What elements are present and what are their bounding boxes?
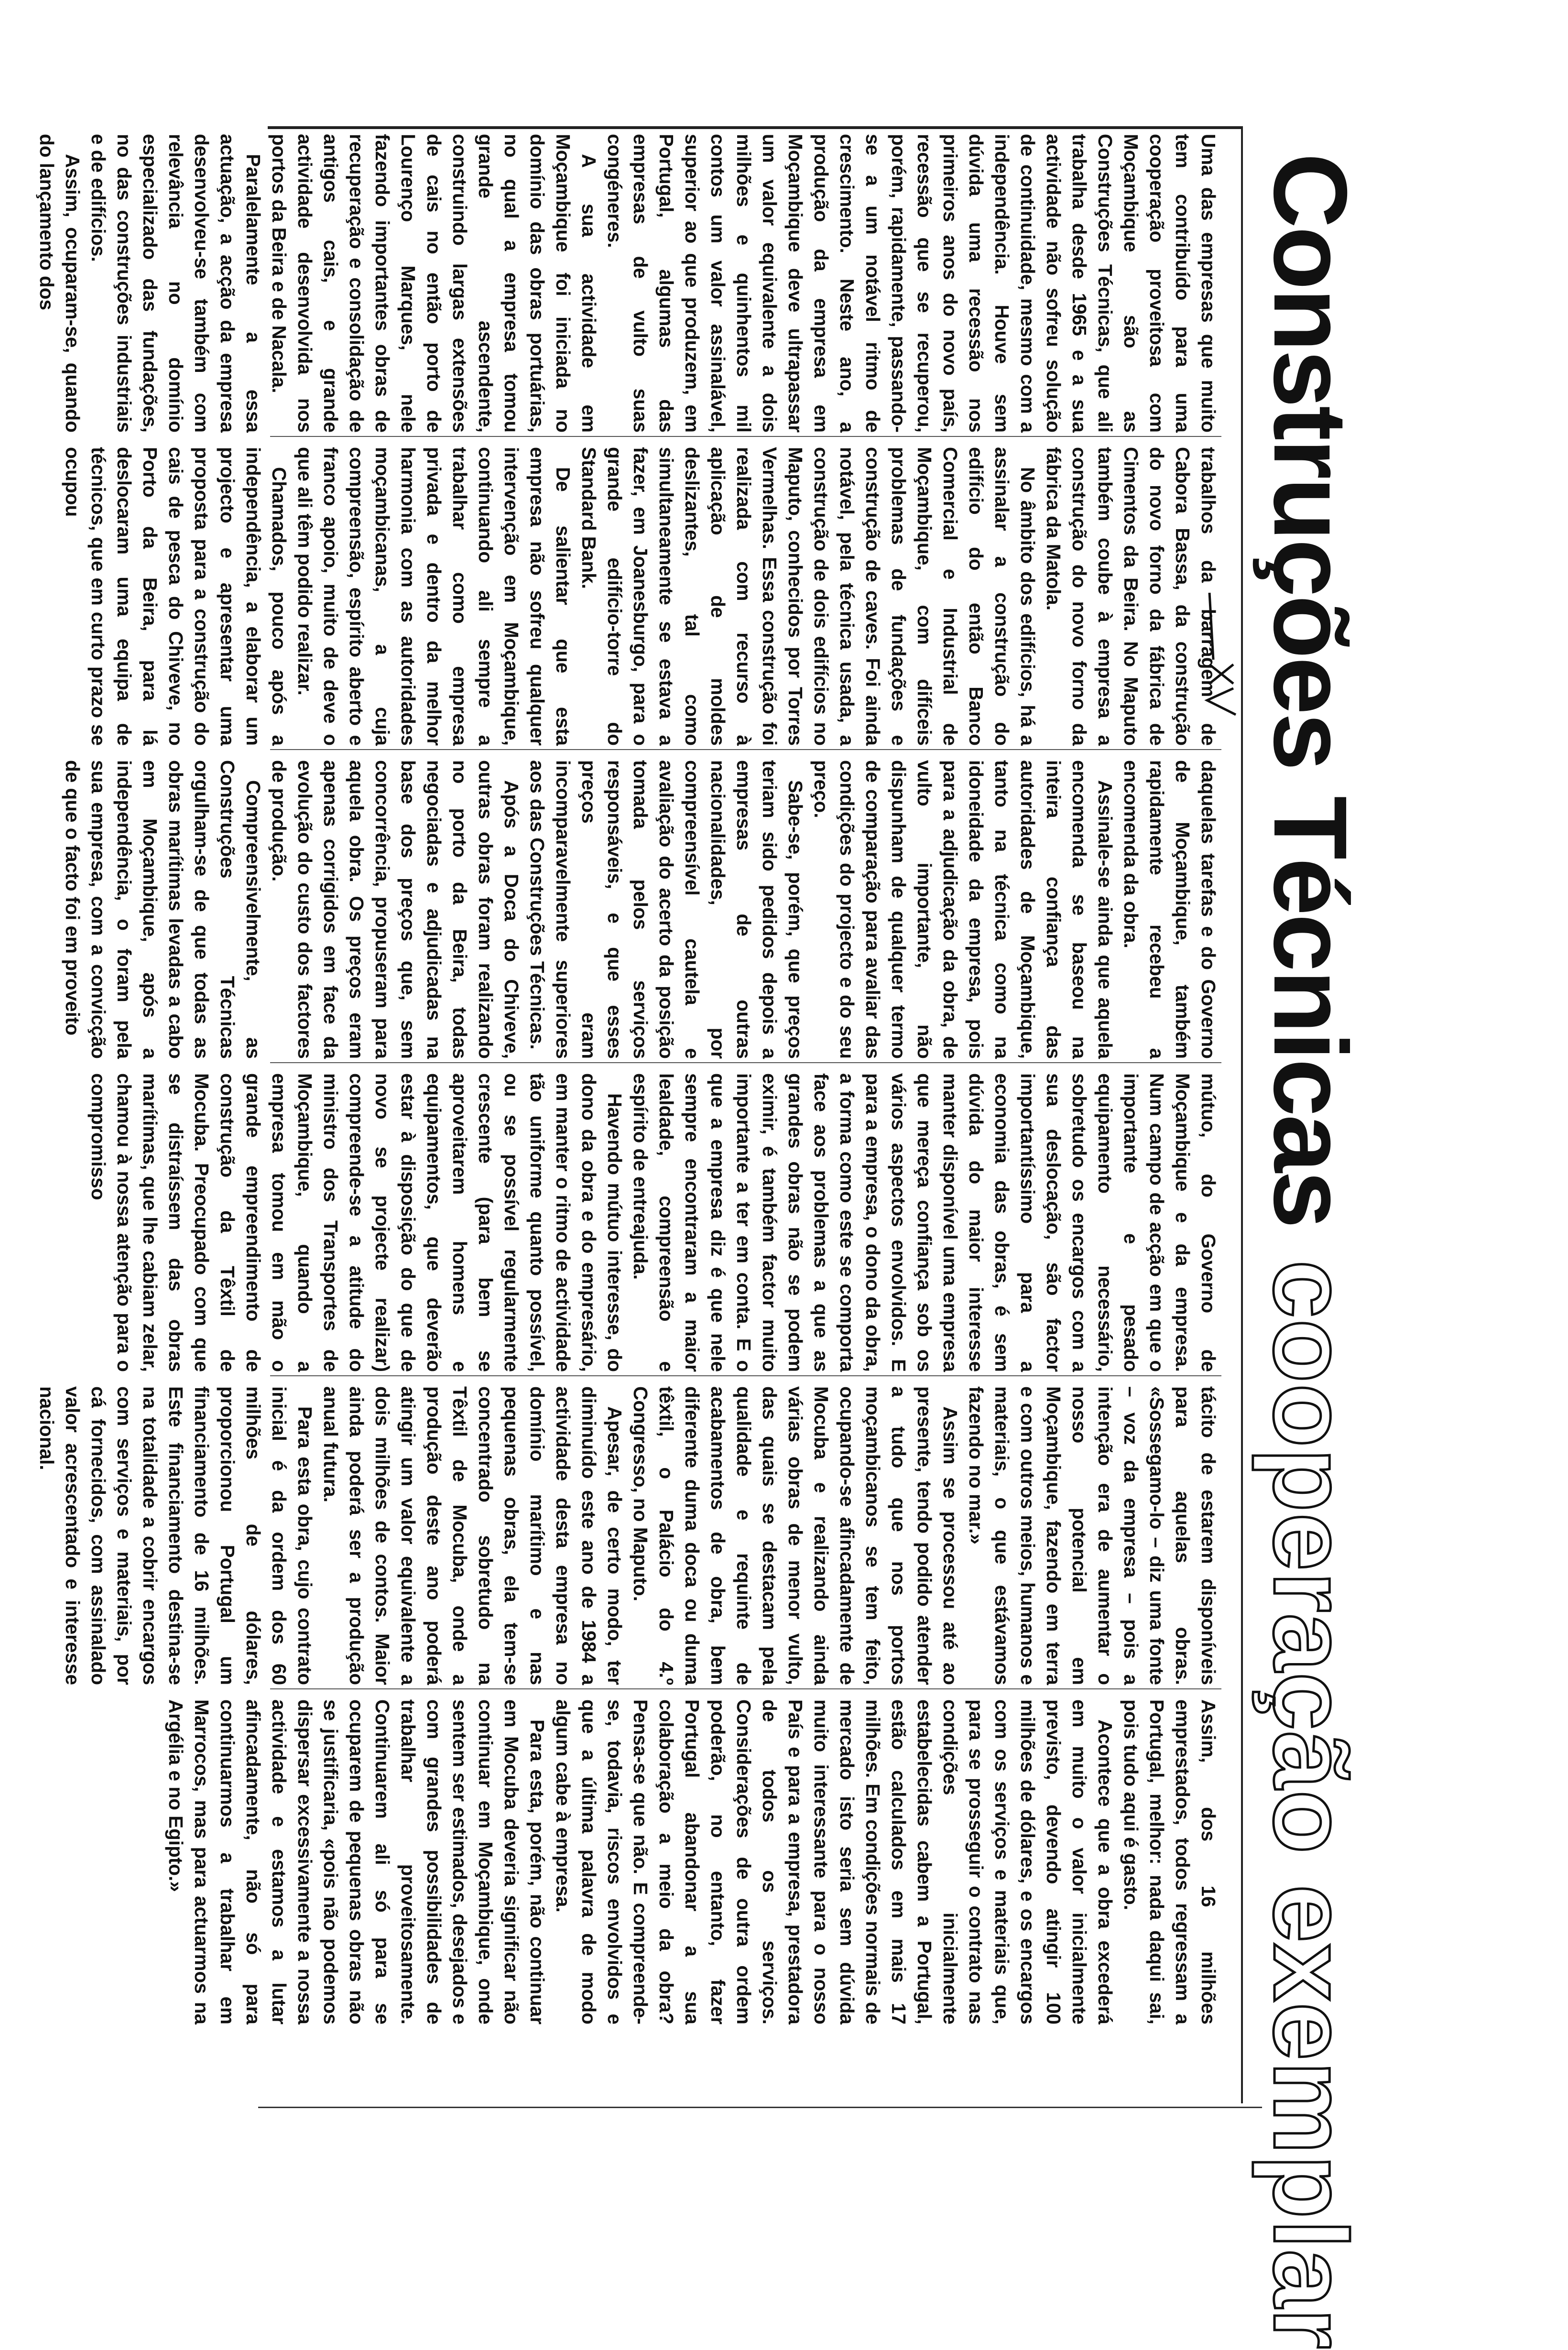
paragraph: De salientar que esta empresa não sofreu qualquer intervenção em Moçambique, continuando ali sempre a trabalhar como empresa privada e dentro da melhor harmonia com as autoridades moçambicanas, a cuja compreensão, espírito aberto e franco apoio, muito de deve o que ali têm podido realizar. [294,447,574,746]
paragraph: Para esta, porém, não continuar em Mocuba deveria significar não continuar em Moçambique, onde sentem ser estimados, desejados e com grandes possibilidades de trabalhar proveitosamente. Continuarem ali só para se ocuparem de pequenas obras não se justificaria, «pois não podemos dispersar excessivamente a nossa actividade e estamos a lutar afincadamente, não só para continuarmos a trabalhar em Marrocos, mas para actuarmos na Argélia e no Egipto.» [165,1699,548,2024]
column-rule [270,1688,1221,1689]
paragraph: tácito de estarem disponíveis para aquelas obras. «Sossegamo-lo – diz uma fonte – voz da empresa – pois a intenção era de aumentar o nosso potencial em Moçambique, fazendo em terra e com outros meios, humanos e materiais, o que estávamos fazendo no mar.» [965,1386,1220,1685]
column-rule [270,749,1221,750]
column-rule [270,1375,1221,1376]
article-column-1 [36,134,1221,433]
paragraph: Uma das empresas que muito tem contribuído para uma cooperação proveitosa com Moçambique são as Construções Técnicas, que ali trabalha desde 1965 e a sua actividade não sofreu solução de continuidade, mesmo com a independência. Houve sem dúvida uma recessão nos primeiros anos do novo país, recessão que se recuperou, porém, rapidamente, passando-se a um notável ritmo de crescimento. Neste ano, a produção da empresa em Moçambique deve ultrapassar um valor equivalente a dois milhões e quinhentos mil contos um valor assinalável, superior ao que produzem, em Portugal, algumas das empresas de vulto suas congéneres. [604,134,1220,433]
paragraph: daquelas tarefas e do Governo de Moçambique, também rapidamente recebeu a encomenda da obra. [1120,760,1220,1059]
paragraph: Assim, ocuparam-se, quando do lançamento dos [36,134,84,433]
paragraph: Após a Doca do Chiveve, outras obras foram realizando no porto da Beira, todas negociadas e adjudicadas na base dos preços que, sem concorrência, propuseram para aquela obra. Os preços eram apenas corrigidos em face da evolução do custo dos factores de produção. [268,760,523,1059]
paragraph: Compreensivelmente, as Construções Técnicas orgulham-se de que todas as obras marítimas levadas a cabo em Moçambique, após a independência, o foram pela sua empresa, com a convicção de que o facto foi em proveito [62,760,264,1059]
paragraph: Apesar, de certo modo, ter diminuído este ano de 1984 a actividade desta empresa no domínio marítimo e nas pequenas obras, ela tem-se concentrado sobretudo na Têxtil de Mocuba, onde a produção deste ano poderá atingir um valor equivalente a dois milhões de contos. Maior ainda poderá ser a produção anual futura. [320,1386,626,1685]
paragraph: Assinale-se ainda que aquela encomenda se baseou na inteira confiança das autoridades de Moçambique, tanto na técnica como na idoneidade da empresa, pois para a adjudicação da obra, de vulto importante, não dispunham de qualquer termo de comparação para avaliar das condições do projecto e do seu preço. [810,760,1116,1059]
article-column-4 [87,1073,1221,1372]
frame-rule-left [268,126,1243,129]
article-column-5 [36,1386,1221,1685]
paragraph: Sabe-se, porém, que preços teriam sido pedidos depois a empresas de outras nacionalidades, por compreensível cautela e avaliação do acerto da posição tomada pelos serviços responsáveis, e que esses preços eram incomparavelmente superiores aos das Construções Técnicas. [526,760,806,1059]
paragraph: Havendo mútuo interesse, do dono da obra e do empresário, em manter o ritmo de actividade tão uniforme quanto possível, ou se possível regularmente crescente (para bem se aproveitarem homens e equipamentos, que deverão estar à disposição do que de novo se projecte realizar) compreende-se a atitude do ministro dos Transportes de Moçambique, quando a empresa tomou em mão o grande empreendimento de construção da Têxtil de Mocuba. Preocupado com que se distraíssem das obras marítimas, que lhe cabiam zelar, chamou à nossa atenção para o compromisso [87,1073,626,1372]
article-headline [1243,153,1368,2350]
paragraph: Assim, dos 16 milhões emprestados, todos regressam a Portugal, melhor: nada daqui sai, pois tudo aqui é gasto. [1120,1699,1220,2024]
paragraph: trabalhos da barragem de Cabora Bassa, da construção do novo forno da fábrica de Cimentos da Beira. No Maputo também coube à empresa a construção do novo forno da fábrica da Matola. [1043,447,1220,746]
paragraph: No âmbito dos edifícios, há a assinalar a construção do edifício do então Banco Comercial e Industrial de Moçambique, com difíceis problemas de fundações e construção de caves. Foi ainda notável, pela técnica usada, a construção de dois edifícios no Maputo, conhecidos por Torres Vermelhas. Essa construção foi realizada com recurso à aplicação de moldes deslizantes, tal como simultaneamente se estava a fazer, em Joanesburgo, para o grande edifício-torre do Standard Bank. [578,447,1039,746]
headline-part-b: cooperação exemplar [1252,1260,1368,2350]
paragraph: A sua actividade em Moçambique foi iniciada no domínio das obras portuárias, no qual a empresa tomou grande ascendente, construindo largas extensões de cais no então porto de Lourenço Marques, nele fazendo importantes obras de recuperação e consolidação de antigos cais, e grande actividade desenvolvida nos portos da Beira e de Nacala. [268,134,600,433]
paragraph: Para esta obra, cujo contrato inicial é da ordem dos 60 milhões de dólares, proporcionou Portugal um financiamento de 16 milhões. Este financiamento destina-se na totalidade a cobrir encargos com serviços e materiais, por cá fornecidos, com assinalado valor acrescentado e interesse nacional. [36,1386,316,1685]
paragraph: Chamados, pouco após a independência, a elaborar um projecto e apresentar uma proposta para a construção do cais de pesca do Chiveve, no Porto da Beira, para lá deslocaram uma equipa de técnicos, que em curto prazo se ocupou [62,447,290,746]
paragraph: Paralelamente a essa actuação, a acção da empresa desenvolveu-se também com relevância no domínio especializado das fundações, no das construções industriais e de edifícios. [87,134,264,433]
article-column-6 [165,1699,1221,2024]
newspaper-clipping [36,110,1386,2350]
paragraph: Assim se processou até ao presente, tendo podido atender a tudo que nos portos moçambicanos se tem feito, ocupando-se afincadamente de Mocuba e realizando ainda várias obras de menor vulto, das quais se destacam pela qualidade e requinte de acabamentos de obra, bem diferente duma doca ou duma têxtil, o Palácio do 4.º Congresso, no Maputo. [630,1386,961,1685]
frame-rule-right [258,2107,1262,2108]
column-rule [270,1062,1221,1063]
article-column-3 [62,760,1221,1059]
paragraph: Acontece que a obra excederá em muito o valor inicialmente previsto, devendo atingir 100 milhões de dólares, e os encargos com os serviços e materiais que, para se prosseguir o contrato nas condições inicialmente estabelecidas cabem a Portugal, estão calculados em mais 17 milhões. Em condições normais de mercado isto seria sem dúvida muito interessante para o nosso País e para a empresa, prestadora de todos os serviços. Considerações de outra ordem poderão, no entanto, fazer Portugal abandonar a sua colaboração a meio da obra? Pensa-se que não. E compreende-se, todavia, riscos envolvidos e que a última palavra de modo algum cabe à empresa. [552,1699,1116,2024]
column-rule [270,436,1221,437]
paragraph: mútuo, do Governo de Moçambique e da empresa. Num campo de acção em que o importante e pesado equipamento necessário, sobretudo os encargos com a sua deslocação, são factor importantíssimo para a economia das obras, é sem dúvida do maior interesse manter disponível uma empresa que mereça confiança sob os vários aspectos envolvidos. E para a empresa, o dono da obra, a forma como este se comporta face aos problemas a que as grandes obras não se podem eximir, é também factor muito importante a ter em conta. E o que a empresa diz é que nele sempre encontraram a maior lealdade, compreensão e espírito de entreajuda. [630,1073,1220,1372]
article-column-2 [62,447,1221,746]
headline-part-a: Construções Técnicas [1252,153,1368,1227]
